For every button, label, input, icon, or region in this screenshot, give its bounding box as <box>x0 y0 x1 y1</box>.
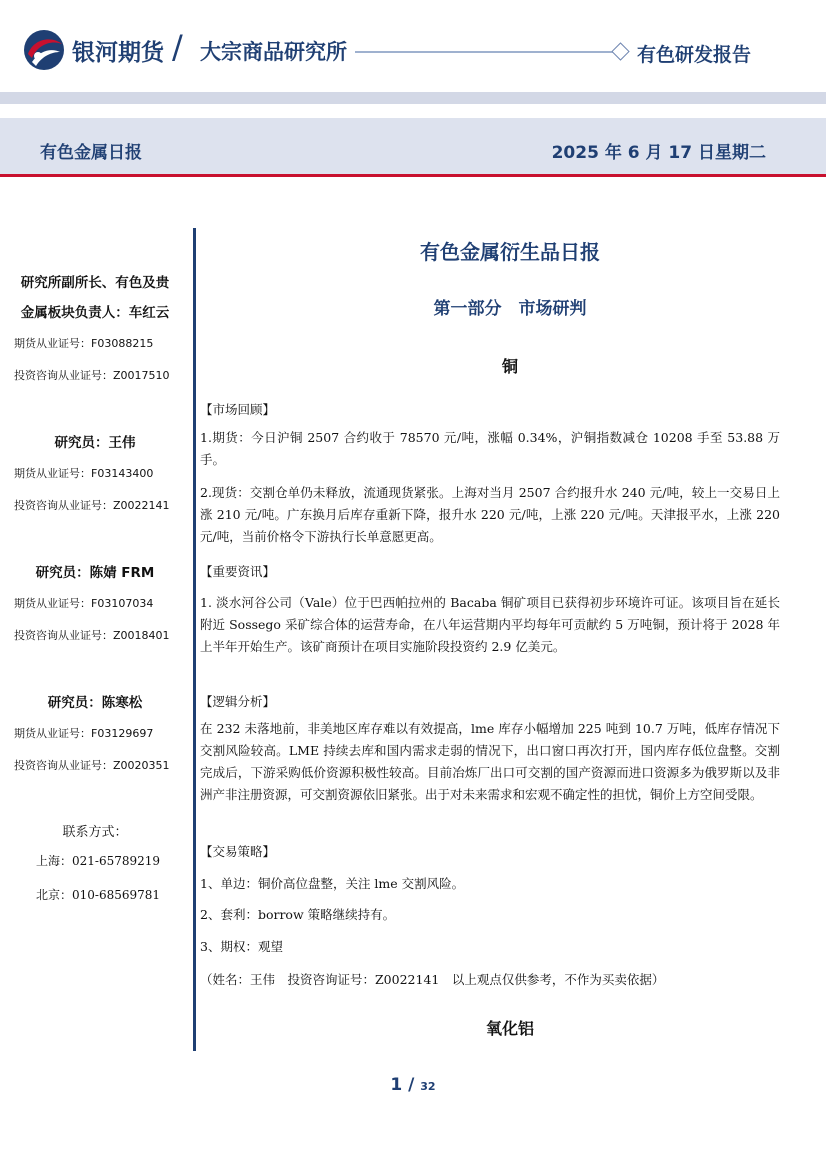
futures-cert: 期货从业证号：F03107034 <box>14 597 154 610</box>
advisory-cert: 投资咨询从业证号：Z0022141 <box>14 499 170 512</box>
paragraph: 1、单边：铜价高位盘整，关注 lme 交割风险。 <box>200 876 465 891</box>
author-block <box>0 268 190 392</box>
report-type: 有色研发报告 <box>637 44 752 66</box>
paragraph: 2、套利：borrow 策略继续持有。 <box>200 907 396 922</box>
page-number: 1 <box>390 1075 403 1095</box>
paragraph: 在 232 未落地前，非美地区库存难以有效提高，lme 库存小幅增加 225 吨到 10.7 万吨，低库存情况下交割风险较高。LME 持续去库和国内需求走弱的情况下，出口窗口再次打开，国内库存低位盘整。交割完成后，下游采购低价资源积极性较高。目前冶炼厂出口可交割的国产资源而进口资源多为俄罗斯以及非洲产非注册资源，可交割资源依旧紧张。出于对未来需求和宏观不确定性的担忧，铜价上方空间受限。 <box>200 721 780 802</box>
advisory-cert: 投资咨询从业证号：Z0017510 <box>14 369 170 382</box>
header-band <box>0 92 826 104</box>
report-date: 2025 年 6 月 17 日星期二 <box>551 143 766 163</box>
sidebar-divider <box>193 228 196 1051</box>
galaxy-futures-logo-icon <box>22 28 66 72</box>
author-block <box>0 558 190 652</box>
section-heading: 【交易策略】 <box>200 844 276 859</box>
disclaimer: （姓名：王伟 投资咨询证号：Z0022141 以上观点仅供参考，不作为买卖依据） <box>200 972 665 987</box>
page-separator: / <box>402 1075 421 1095</box>
futures-cert: 期货从业证号：F03088215 <box>14 337 154 350</box>
author-block <box>0 428 190 522</box>
report-name: 有色金属日报 <box>40 143 142 163</box>
header-divider: / <box>172 28 183 66</box>
document-title: 有色金属衍生品日报 <box>420 240 600 264</box>
brand-name: 银河期货 <box>72 40 164 66</box>
header-spacer <box>0 104 826 118</box>
metal-heading: 氧化铝 <box>485 1019 534 1038</box>
paragraph: 2.现货：交割仓单仍未释放，流通现货紧张。上海对当月 2507 合约报升水 240 元/吨，较上一交易日上涨 210 元/吨。广东换月后库存重新下降，报升水 220 元/吨，上涨 220 元/吨。天津报平水，上涨 220 元/吨，当前价格令下游执行长单意愿更高。 <box>200 485 780 544</box>
author-title: 研究员：陈婧 FRM <box>35 565 155 581</box>
contact-beijing: 北京：010-68569781 <box>36 888 161 902</box>
page-footer <box>0 1075 826 1095</box>
author-block <box>0 688 190 782</box>
part-title: 第一部分 市场研判 <box>433 299 587 319</box>
advisory-cert: 投资咨询从业证号：Z0020351 <box>14 759 170 772</box>
section-heading: 【市场回顾】 <box>200 402 276 417</box>
contact-heading: 联系方式： <box>62 825 128 840</box>
author-title: 研究员：陈寒松 <box>47 695 143 711</box>
paragraph: 1. 淡水河谷公司（Vale）位于巴西帕拉州的 Bacaba 铜矿项目已获得初步环境许可证。该项目旨在延长附近 Sossego 采矿综合体的运营寿命，在八年运营期内平均每年可贡献约 5 万吨铜，预计将于 2028 年上半年开始生产。该矿商预计在项目实施阶段投资约 2.9 亿美元。 <box>200 595 780 654</box>
diamond-icon <box>611 42 629 60</box>
section-heading: 【重要资讯】 <box>200 564 276 579</box>
header-rule <box>355 51 615 53</box>
contact-shanghai: 上海：021-65789219 <box>36 854 161 868</box>
author-title: 研究所副所长、有色及贵 <box>20 275 170 291</box>
paragraph: 1.期货：今日沪铜 2507 合约收于 78570 元/吨，涨幅 0.34%，沪铜指数减仓 10208 手至 53.88 万手。 <box>200 430 780 467</box>
institute-name: 大宗商品研究所 <box>200 40 347 64</box>
futures-cert: 期货从业证号：F03129697 <box>14 727 154 740</box>
author-title: 研究员：王伟 <box>54 435 136 451</box>
advisory-cert: 投资咨询从业证号：Z0018401 <box>14 629 170 642</box>
title-bar <box>0 118 826 174</box>
title-underline <box>0 174 826 177</box>
paragraph: 3、期权：观望 <box>200 939 283 954</box>
author-title: 金属板块负责人：车红云 <box>20 305 170 321</box>
contact-block <box>0 822 190 912</box>
page-total: 32 <box>420 1080 436 1093</box>
page-header <box>0 0 826 92</box>
futures-cert: 期货从业证号：F03143400 <box>14 467 154 480</box>
section-heading: 【逻辑分析】 <box>200 694 276 709</box>
metal-heading: 铜 <box>501 357 518 376</box>
